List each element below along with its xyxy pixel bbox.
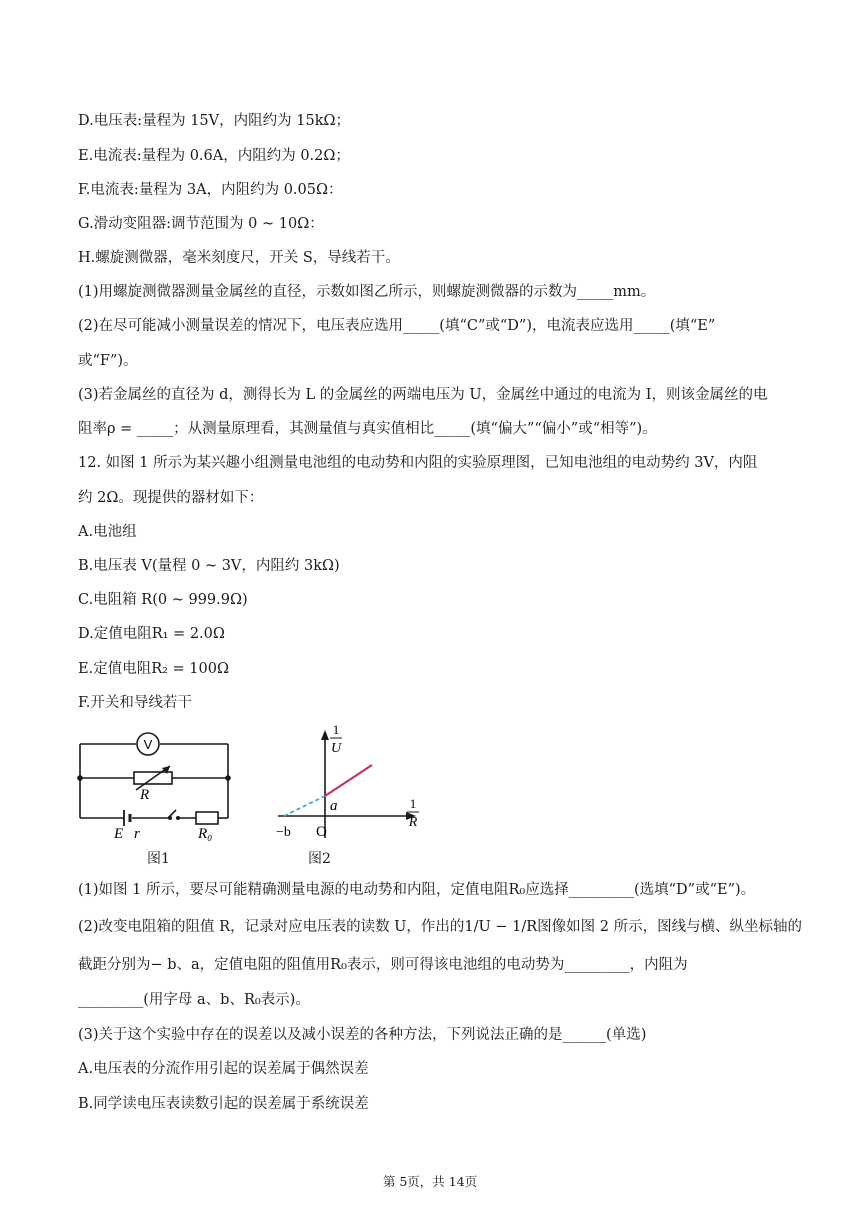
page-footer: 第 5页，共 14页 [382, 1174, 478, 1189]
internal-resistance-label: r [134, 826, 140, 842]
equipment-item: E.定值电阻R₂ = 100Ω [78, 661, 229, 677]
emf-label: E [114, 826, 124, 842]
voltmeter-label: V [143, 737, 153, 752]
question-line: (2)在尽可能减小测量误差的情况下，电压表应选用_____(填“C”或“D”)，电流表应选用_____(填“E” [78, 318, 716, 334]
equipment-item: A.电池组 [78, 524, 137, 540]
rheostat-label: R [140, 787, 150, 803]
equipment-item: B.电压表 V(量程 0 ~ 3V，内阻约 3kΩ) [78, 558, 340, 574]
equipment-item: C.电阻箱 R(0 ~ 999.9Ω) [78, 592, 248, 608]
option-line: A.电压表的分流作用引起的误差属于偶然误差 [78, 1061, 369, 1077]
origin-label: O [316, 824, 327, 840]
question-heading: 12. 如图 1 所示为某兴趣小组测量电池组的电动势和内阻的实验原理图，已知电池组的电动势约 3V，内阻 [78, 455, 758, 471]
text-line: G.滑动变阻器:调节范围为 0 ~ 10Ω： [78, 216, 324, 232]
graph-figure [270, 718, 430, 848]
x-axis-label-denominator: R [408, 815, 418, 830]
figure-2-caption: 图2 [308, 851, 331, 867]
question-line: 截距分别为− b、a，定值电阻的阻值用R₀表示，则可得该电池组的电动势为_________，内阻为 [78, 957, 688, 973]
y-axis-label-denominator: U [330, 741, 342, 756]
option-line: B.同学读电压表读数引起的误差属于系统误差 [78, 1096, 369, 1112]
text-line: H.螺旋测微器，毫米刻度尺，开关 S，导线若干。 [78, 250, 400, 266]
figure-1-caption: 图1 [147, 851, 170, 867]
text-line: E.电流表:量程为 0.6A，内阻约为 0.2Ω； [78, 148, 350, 164]
question-line: 阻率ρ = _____；从测量原理看，其测量值与真实值相比_____(填“偏大”“偏小”或“相等”)。 [78, 421, 657, 437]
question-heading: 约 2Ω。现提供的器材如下： [78, 490, 264, 506]
question-line: (1)如图 1 所示，要尽可能精确测量电源的电动势和内阻，定值电阻R₀应选择_________(选填“D”或“E”)。 [78, 882, 756, 898]
data-line [325, 765, 372, 796]
text-line: F.电流表:量程为 3A，内阻约为 0.05Ω： [78, 182, 343, 198]
question-line: _________(用字母 a、b、R₀表示)。 [78, 992, 310, 1008]
intercept-b-label: −b [276, 825, 291, 840]
circuit-diagram [74, 724, 244, 844]
question-line: (2)改变电阻箱的阻值 R，记录对应电压表的读数 U，作出的1/U − 1/R图像如图 2 所示，图线与横、纵坐标轴的 [78, 919, 803, 935]
y-axis-label-numerator: 1 [332, 722, 340, 737]
text-line: D.电压表:量程为 15V，内阻约为 15kΩ； [78, 113, 351, 129]
equipment-item: F.开关和导线若干 [78, 695, 192, 711]
resistor-label: R₀ [198, 826, 213, 842]
question-line: (3)若金属丝的直径为 d，测得长为 L 的金属丝的两端电压为 U，金属丝中通过的电流为 I，则该金属丝的电 [78, 387, 768, 403]
question-line: (3)关于这个实验中存在的误差以及减小误差的各种方法，下列说法正确的是______(单选) [78, 1027, 647, 1043]
question-line: (1)用螺旋测微器测量金属丝的直径，示数如图乙所示，则螺旋测微器的示数为_____mm。 [78, 284, 656, 300]
intercept-a-label: a [330, 798, 338, 814]
equipment-item: D.定值电阻R₁ = 2.0Ω [78, 626, 225, 642]
extrapolated-line [284, 796, 325, 816]
x-axis-label-numerator: 1 [409, 796, 417, 811]
question-line: 或“F”)。 [78, 353, 138, 369]
